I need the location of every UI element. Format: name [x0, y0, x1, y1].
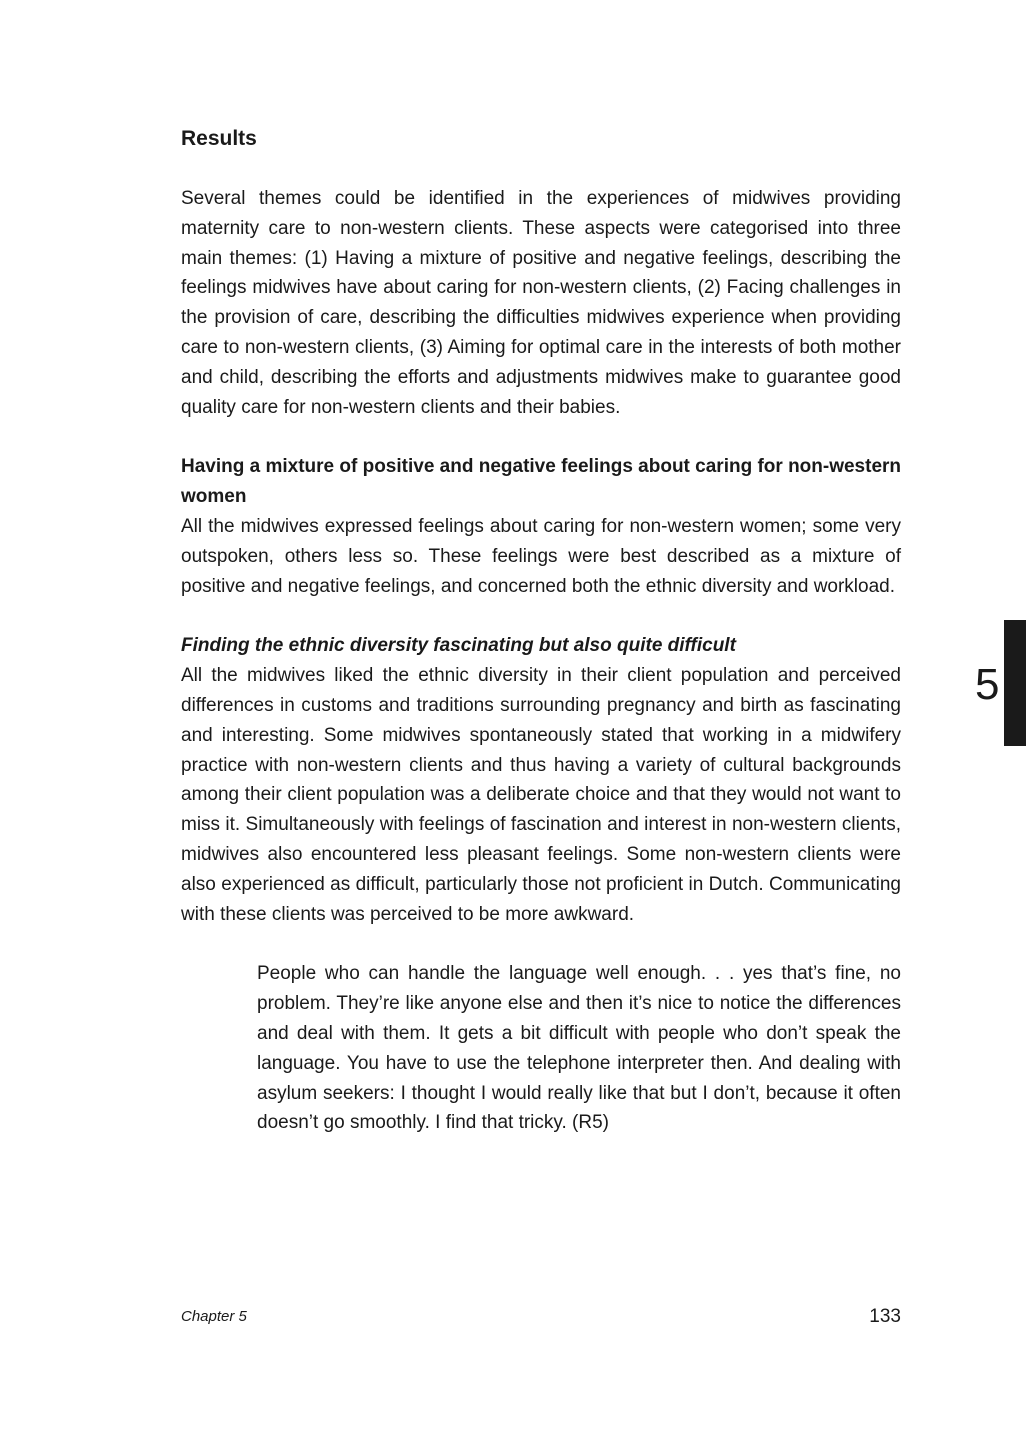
subtheme-paragraph: All the midwives liked the ethnic diversity in their client population and perceived differences in customs and traditions surrounding pregnancy and birth as fascinating and interesting. Some midwives spontaneously stated that working in a midwifery practice with non-western clients and thus having a variety of cultural backgrounds among their client population was a deliberate choice and that they would not want to miss it. Simultaneously with feelings of fascination and interest in non-western clients, midwives also encountered less pleasant feelings. Some non-western clients were also experienced as difficult, particularly those not proficient in Dutch. Communicating with these clients was perceived to be more awkward.	[181, 665, 901, 925]
chapter-tab-marker	[1004, 620, 1026, 746]
section-title: Results	[181, 127, 257, 150]
footer-page-number: 133	[869, 1306, 901, 1327]
intro-paragraph: Several themes could be identified in the experiences of midwives providing maternity care to non-western clients. These aspects were categorised into three main themes: (1) Having a mixture of positive and negative feelings, describing the feelings midwives have about caring for non-western clients, (2) Facing challenges in the provision of care, describing the difficulties midwives experience when providing care to non-western clients, (3) Aiming for optimal care in the interests of both mother and child, describing the efforts and adjustments midwives make to guarantee good quality care for non-western clients and their babies.	[181, 188, 901, 418]
subtheme-heading: Finding the ethnic diversity fascinating but also quite difficult	[181, 635, 736, 657]
theme-paragraph: All the midwives expressed feelings about caring for non-western women; some very outspoken, others less so. These feelings were best described as a mixture of positive and negative feelings, and concerned both the ethnic diversity and workload.	[181, 515, 901, 597]
chapter-tab-number: 5	[975, 660, 1000, 709]
footer-chapter-label: Chapter 5	[181, 1308, 247, 1325]
theme-heading: Having a mixture of positive and negative feelings about caring for non-western women	[181, 456, 902, 508]
page-content	[181, 124, 901, 1138]
block-quote: People who can handle the language well enough. . . yes that’s fine, no problem. They’re like anyone else and then it’s nice to notice the differences and deal with them. It gets a bit difficult with people who don’t speak the language. You have to use the telephone interpreter then. And dealing with asylum seekers: I thought I would really like that but I don’t, because it often doesn’t go smoothly. I find that tricky. (R5)	[257, 963, 901, 1134]
